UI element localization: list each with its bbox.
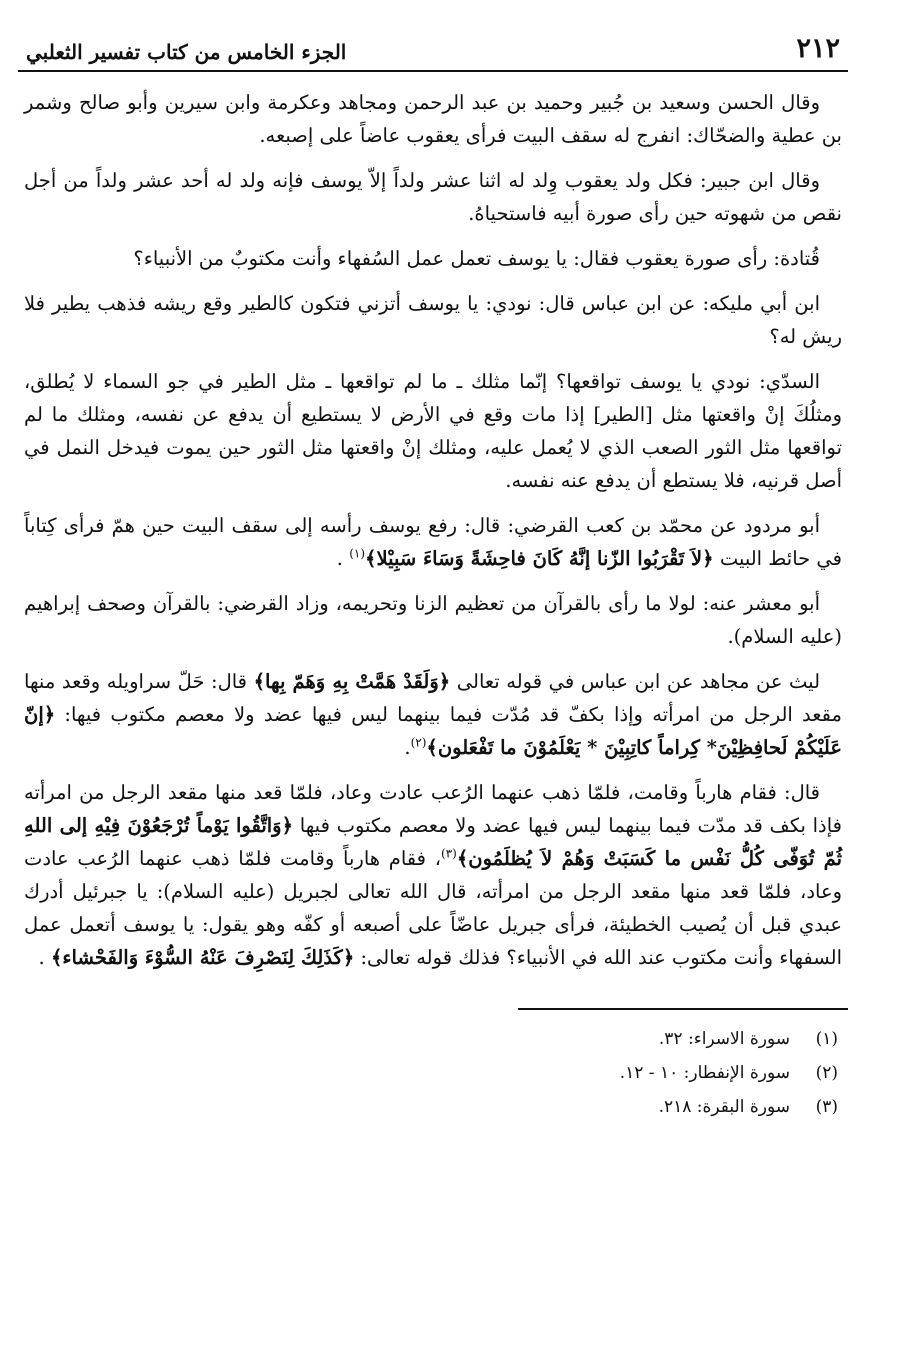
page-header bbox=[18, 28, 848, 72]
footnote-item bbox=[28, 1090, 838, 1124]
quran-verse: ﴿وَاتَّقُوا يَوْماً تُرْجَعُوْنَ فِيْهِ إلى اللهِ ثُمّ تُوَفّى كُلُّ نَفْس ما كَسَبَتْ وَهُمْ لاَ يُظلَمُون﴾ bbox=[24, 814, 842, 870]
footnote-number: (١) bbox=[815, 1029, 838, 1049]
footnote-number: (٣) bbox=[815, 1097, 838, 1117]
paragraph-7: أبو معشر عنه: لولا ما رأى بالقرآن من تعظيم الزنا وتحريمه، وزاد القرضي: بالقرآن وصحف إبراهيم (عليه السلام). bbox=[24, 592, 842, 648]
footnote-divider bbox=[518, 1008, 848, 1010]
quran-verse: ﴿وَلَقَدْ هَمَّتْ بِهِ وَهَمّ بِها﴾ bbox=[253, 670, 451, 693]
footnote-item bbox=[28, 1022, 838, 1056]
paragraph-2: وقال ابن جبير: فكل ولد يعقوب وِلد له اثنا عشر ولداً إلاّ يوسف فإنه ولد له أحد عشر ولداً من أجل نقص من شهوته حين رأى صورة أبيه فاستحياهُ. bbox=[24, 169, 842, 225]
footnote-ref: (٣) bbox=[441, 846, 457, 861]
paragraph-8: ليث عن مجاهد عن ابن عباس في قوله تعالى ﴿وَلَقَدْ هَمَّتْ بِهِ وَهَمّ بِها﴾ قال: حَلّ سراويله وقعد منها مقعد الرجل من امرأته وإذا بكفّ قد مُدّت فيما بينهما ليس فيها عضد ولا معصم مكتوب فيها: ﴿إنّ عَلَيْكُمْ لَحافِظِيْنَ* كِراماً كاتِبِيْنَ * يَعْلَمُوْنَ ما تَفْعَلون﴾$^{(٢)}$. bbox=[24, 670, 842, 759]
paragraph-1: وقال الحسن وسعيد بن جُبير وحميد بن عبد الرحمن ومجاهد وعكرمة وابن سيرين وأبو صالح وشمر بن عطية والضحّاك: انفرج له سقف البيت فرأى يعقوب عاضاً على إصبعه. bbox=[24, 91, 842, 147]
quran-verse: ﴿إنّ عَلَيْكُمْ لَحافِظِيْنَ* كِراماً كاتِبِيْنَ * يَعْلَمُوْنَ ما تَفْعَلون﴾ bbox=[24, 703, 842, 759]
running-title: الجزء الخامس من كتاب تفسير الثعلبي bbox=[26, 40, 347, 64]
footnotes bbox=[18, 1022, 848, 1124]
page-number: ٢١٢ bbox=[796, 33, 840, 64]
footnote-text: سورة الاسراء: ٣٢. bbox=[658, 1029, 790, 1049]
book-page bbox=[18, 28, 848, 1124]
main-text bbox=[18, 86, 848, 974]
paragraph-5: السدّي: نودي يا يوسف تواقعها؟ إنّما مثلك ـ ما لم تواقعها ـ مثل الطير في جو السماء لا يُطلق، ومثلُكَ إنْ واقعتها مثل [الطير] إذا مات وقع في الأرض لا يستطيع أن يدفع عن نفسه، ومثلك ما لم تواقعها مثل الثور الصعب الذي لا يُعمل عليه، ومثلك إنْ واقعتها مثل الثور حين يموت فيدخل النمل في أصل قرنيه، فلا يستطع أن يدفع عنه نفسه. bbox=[24, 370, 842, 492]
paragraph-4: ابن أبي مليكه: عن ابن عباس قال: نودي: يا يوسف أتزني فتكون كالطير وقع ريشه فذهب يطير فلا ريش له؟ bbox=[24, 292, 842, 348]
paragraph-6: أبو مردود عن محمّد بن كعب القرضي: قال: رفع يوسف رأسه إلى سقف البيت حين همّ فرأى كِتاباً في حائط البيت ﴿لاَ تَقْرَبُوا الزّنا إنَّهُ كَانَ فاحِشَةً وَسَاءَ سَبِيْلا﴾$^{(١)}$ . bbox=[24, 514, 842, 570]
paragraph-3: قُتادة: رأى صورة يعقوب فقال: يا يوسف تعمل عمل السُفهاء وأنت مكتوبٌ من الأنبياء؟ bbox=[133, 247, 820, 270]
paragraph-9: قال: فقام هارباً وقامت، فلمّا ذهب عنهما الرُعب عادت وعاد، فلمّا قعد منها مقعد الرجل من امرأته فإذا بكف قد مدّت فيما بينهما ليس فيها عضد ولا معصم مكتوب فيها ﴿وَاتَّقُوا يَوْماً تُرْجَعُوْنَ فِيْهِ إلى اللهِ ثُمّ تُوَفّى كُلُّ نَفْس ما كَسَبَتْ وَهُمْ لاَ يُظلَمُون﴾$^{(٣)}$، فقام هارباً وقامت فلمّا ذهب عنهما الرُعب عادت وعاد، فلمّا قعد منها مقعد الرجل من امرأته، قال الله تعالى لجبريل (عليه السلام): يا جبرئيل أدرك عبدي قبل أن يُصيب الخطيئة، فرأى جبريل عاضّاً على أصبعه أو كفّه وهو يقول: يا يوسف أتعمل عمل السفهاء وأنت مكتوب عند الله في الأنبياء؟ فذلك قوله تعالى: ﴿كَذَلِكَ لِنَصْرِفَ عَنْهُ السُّوْءَ وَالفَحْشاء﴾ . bbox=[24, 781, 842, 969]
footnote-ref: (٢) bbox=[410, 735, 427, 750]
footnote-ref: (١) bbox=[349, 546, 366, 561]
footnote-number: (٢) bbox=[815, 1063, 838, 1083]
footnote-text: سورة البقرة: ٢١٨. bbox=[658, 1097, 790, 1117]
quran-verse: ﴿لاَ تَقْرَبُوا الزّنا إنَّهُ كَانَ فاحِشَةً وَسَاءَ سَبِيْلا﴾ bbox=[365, 547, 714, 570]
quran-verse: ﴿كَذَلِكَ لِنَصْرِفَ عَنْهُ السُّوْءَ وَالفَحْشاء﴾ bbox=[50, 946, 355, 969]
footnote-item bbox=[28, 1056, 838, 1090]
footnote-text: سورة الإنفطار: ١٠ - ١٢. bbox=[619, 1063, 790, 1083]
